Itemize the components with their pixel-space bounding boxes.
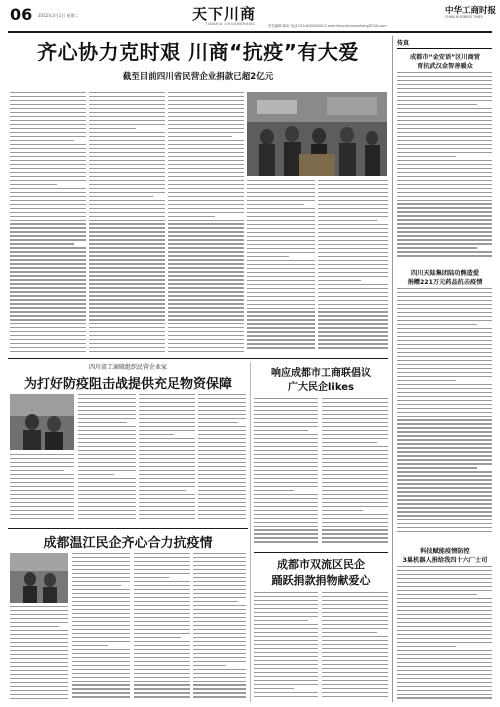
main-headline: 齐心协力克时艰 川商“抗疫”有大爱	[37, 40, 359, 64]
article4-col0	[10, 606, 68, 702]
article5-rule	[254, 552, 388, 553]
right-story3-title-line2: 3巢机器人捐给我四十六厂士司	[402, 557, 488, 564]
masthead	[0, 0, 500, 34]
article3-col2	[322, 398, 388, 548]
issue-date: 2022年3月1日 星期二	[38, 13, 79, 18]
article5-col1	[254, 592, 318, 702]
article2-col2	[139, 394, 195, 524]
article4-col2	[134, 553, 190, 702]
right-story2-body	[397, 288, 492, 538]
article3-title-line2: 广大民企likes	[288, 382, 354, 393]
col-divider-right	[392, 36, 393, 702]
article5-col2	[322, 592, 388, 702]
right-story3-title-line1: 科技赋能疫情防控	[420, 548, 470, 555]
article2-col1	[78, 394, 136, 524]
article2-title: 为打好防疫阻击战提供充足物资保障	[23, 377, 232, 392]
article2-col3	[198, 394, 246, 524]
article4-col3	[193, 553, 246, 702]
right-story1-title-line1: 成都市“金安语”区川商营	[409, 54, 480, 61]
right-story1-title-line2: 育抗武汉金智善暖众	[417, 63, 473, 70]
col-divider-mid	[250, 362, 251, 702]
article3-col1	[254, 398, 318, 548]
main-article-col5	[318, 180, 388, 354]
section-divider	[8, 358, 388, 359]
editor-line: 责任编辑:陈雨 电话:010-80000000 E-mail:tianxiachuanshang@126.com	[268, 24, 387, 28]
article5-title-line1: 成都市双流区民企	[277, 558, 365, 571]
main-article-col2	[89, 92, 165, 354]
page-number: 06	[10, 5, 33, 24]
main-article-col4	[247, 180, 315, 354]
article3-title-line1: 响应成都市工商联倡议	[271, 368, 371, 379]
article5-title-line2: 踊跃捐款捐物献爱心	[271, 574, 371, 587]
section-brand: 天下川商	[192, 5, 257, 23]
right-story3-body	[397, 566, 492, 702]
article4-title: 成都温江民企齐心合力抗疫情	[43, 536, 213, 551]
right-story2-title-line2: 捐赠221万元药品抗击疫情	[407, 279, 483, 286]
newspaper-name: 中华工商时报	[445, 6, 497, 16]
main-news-photo	[247, 92, 387, 176]
article4-rule	[8, 528, 248, 529]
article4-photo	[10, 553, 68, 603]
masthead-rule	[8, 31, 492, 33]
main-article-col3	[168, 92, 244, 354]
newspaper-name-en: CHINA BUSINESS TIMES	[445, 15, 483, 19]
main-subheadline: 截至目前四川省民营企业捐款已超2亿元	[122, 72, 274, 82]
article2-photo	[10, 394, 74, 450]
article2-kicker: 四川省工商联组织民营企业家	[88, 364, 167, 371]
section-brand-en: TIANXIA CHUANSHANG	[205, 22, 256, 26]
article2-col0	[10, 454, 74, 524]
main-article-col1	[10, 92, 86, 354]
right-story2-title-line1: 四川天陆集团陆功熊造爱	[410, 270, 480, 277]
right-section-label: 传真	[397, 38, 492, 49]
right-story1-body	[397, 72, 492, 262]
article4-col1	[72, 553, 130, 702]
